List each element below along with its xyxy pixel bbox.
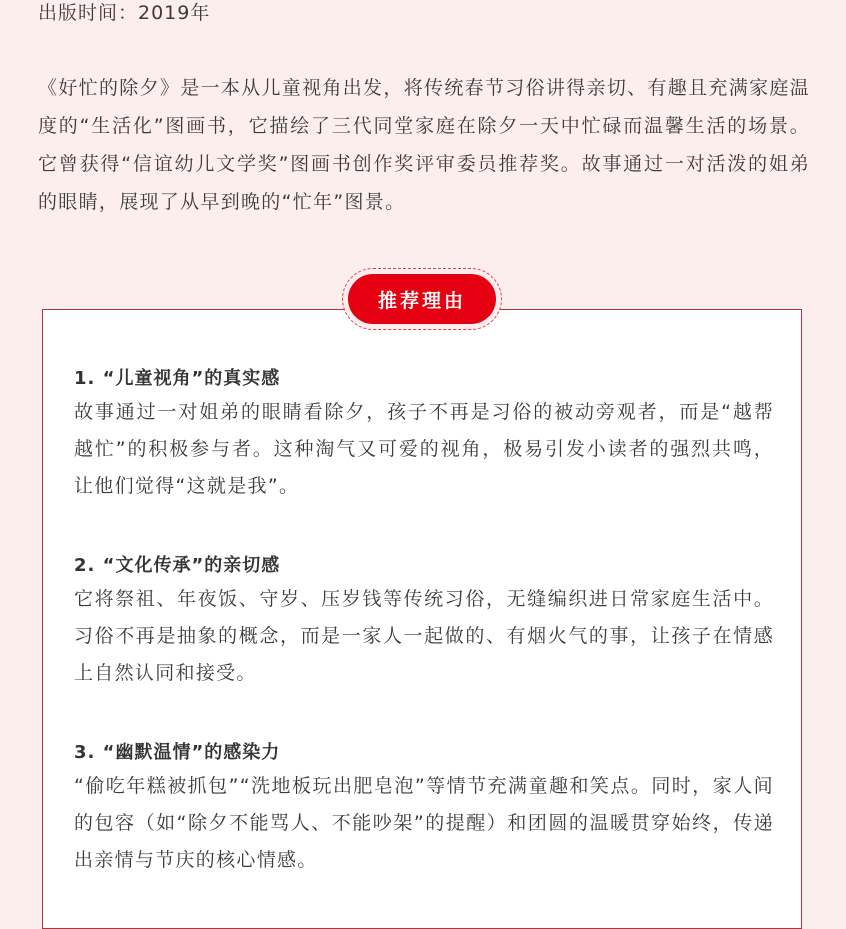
reason-title: 3. “幽默温情”的感染力 — [74, 742, 281, 763]
book-introduction — [38, 69, 810, 221]
reason-title: 1. “儿童视角”的真实感 — [74, 368, 281, 389]
recommend-reason-badge: 推荐理由 — [348, 274, 496, 324]
reason-item — [74, 364, 774, 505]
intro-paragraph: 《好忙的除夕》是一本从儿童视角出发，将传统春节习俗讲得亲切、有趣且充满家庭温度的“生活化”图画书，它描绘了三代同堂家庭在除夕一天中忙碌而温馨生活的场景。它曾获得“信谊幼儿文学奖”图画书创作奖评审委员推荐奖。故事通过一对活泼的姐弟的眼睛，展现了从早到晚的“忙年”图景。 — [38, 77, 810, 213]
reason-body: 故事通过一对姐弟的眼睛看除夕，孩子不再是习俗的被动旁观者，而是“越帮越忙”的积极参与者。这种淘气又可爱的视角，极易引发小读者的强烈共鸣，让他们觉得“这就是我”。 — [74, 401, 774, 497]
reason-title: 2. “文化传承”的亲切感 — [74, 555, 281, 576]
publication-time: 出版时间：2019年 — [38, 2, 211, 24]
reason-item — [74, 551, 774, 692]
reason-body: “偷吃年糕被抓包”“洗地板玩出肥皂泡”等情节充满童趣和笑点。同时，家人间的包容（如“除夕不能骂人、不能吵架”的提醒）和团圆的温暖贯穿始终，传递出亲情与节庆的核心情感。 — [74, 775, 774, 871]
reason-item — [74, 738, 774, 879]
reason-body: 它将祭祖、年夜饭、守岁、压岁钱等传统习俗，无缝编织进日常家庭生活中。习俗不再是抽象的概念，而是一家人一起做的、有烟火气的事，让孩子在情感上自然认同和接受。 — [74, 588, 774, 684]
